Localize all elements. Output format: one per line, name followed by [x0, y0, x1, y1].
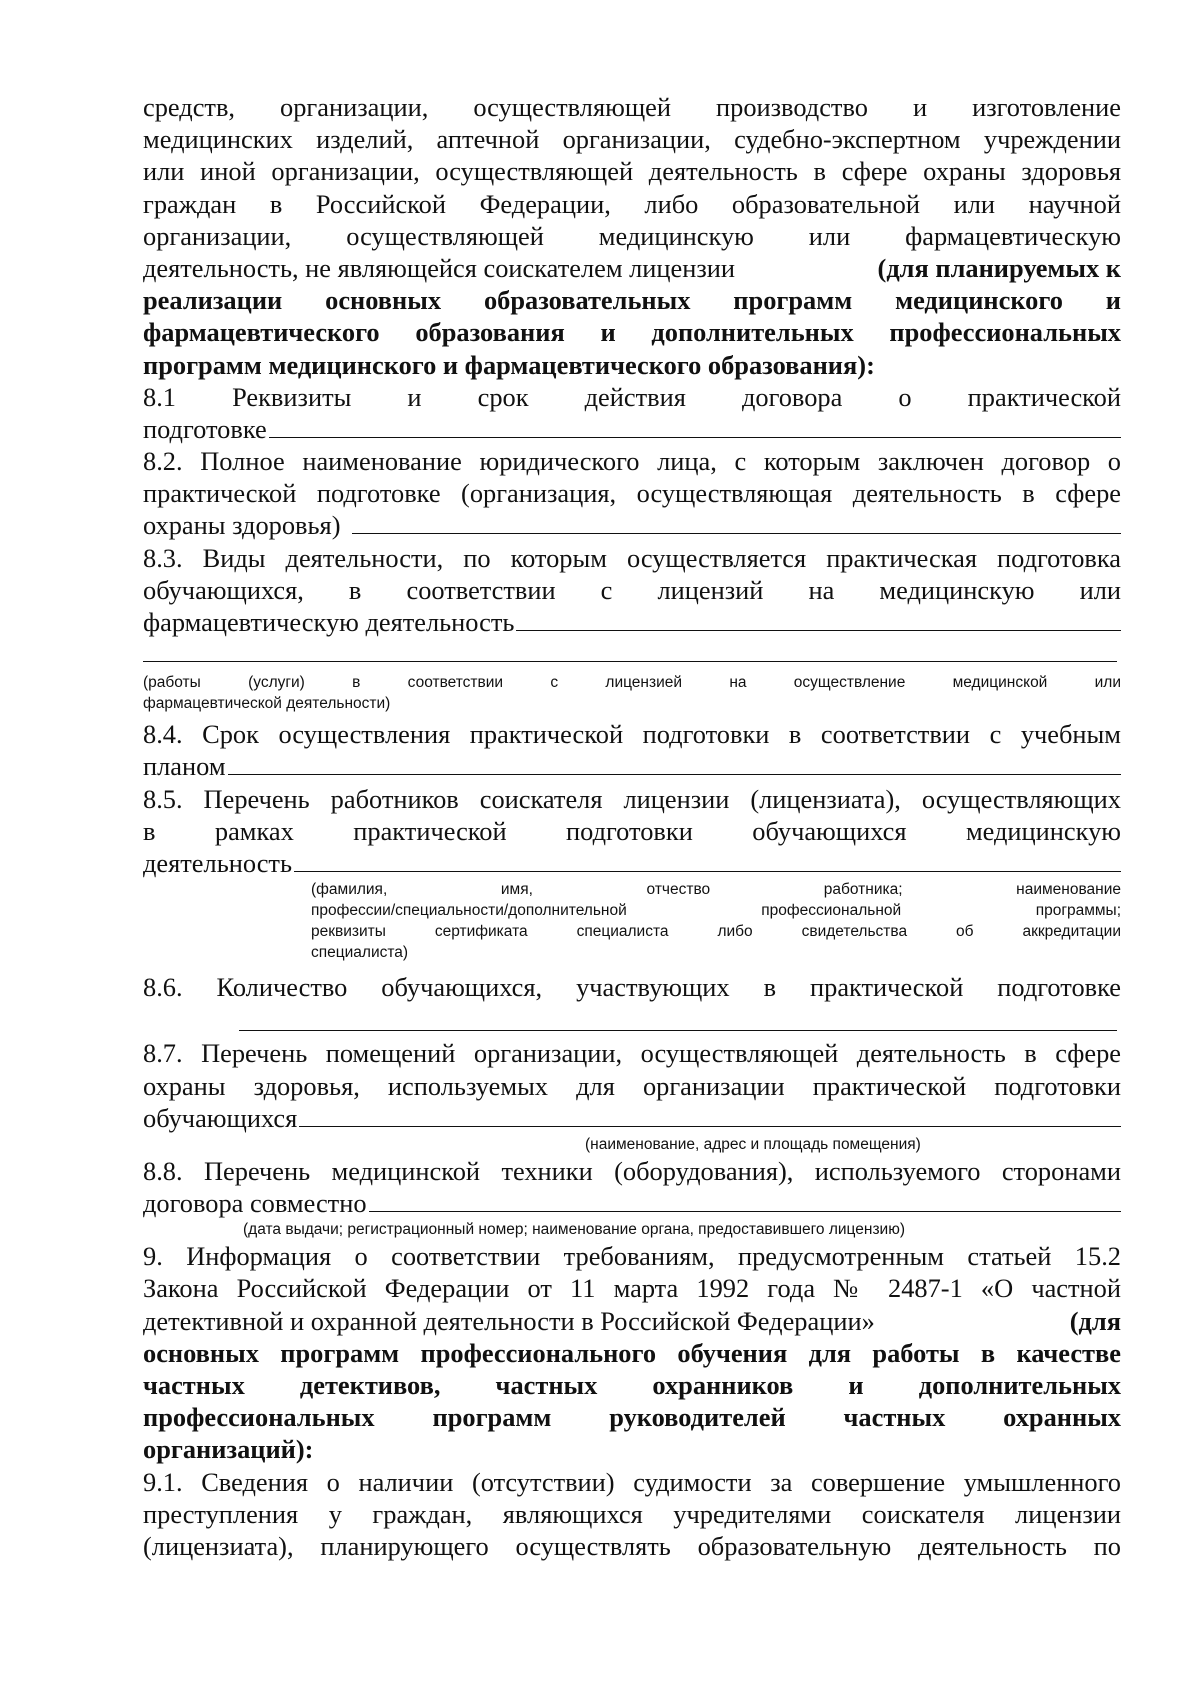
section-8-2-heading: 8.2. Полное наименование юридического лица, с которым заключен договор о — [143, 446, 1121, 477]
text-line: граждан в Российской Федерации, либо образовательной или научной — [143, 188, 1121, 219]
fill-in-line — [299, 1104, 1121, 1127]
text-line: средств, организации, осуществляющей производство и изготовление — [143, 92, 1121, 122]
section-8-7-heading: 8.7. Перечень помещений организации, осуществляющей деятельность в сфере — [143, 1038, 1121, 1069]
fill-in-line — [269, 415, 1121, 438]
bold-line: основных программ профессионального обучения для работы в качестве — [143, 1337, 1121, 1368]
field-label: деятельность — [143, 847, 292, 878]
fill-in-line — [239, 1030, 1117, 1031]
text-normal: деятельность, не являющейся соискателем лицензии — [143, 252, 736, 283]
field-note: (работы (услуги) в соответствии с лицензией на осуществление медицинской или — [143, 674, 1121, 692]
text-line-mixed — [143, 1305, 1121, 1337]
field-label: фармацевтическую деятельность — [143, 607, 515, 637]
field-label: обучающихся — [143, 1102, 298, 1133]
text-line: (лицензиата), планирующего осуществлять образовательную деятельность по — [143, 1530, 1121, 1561]
field-note: (наименование, адрес и площадь помещения) — [585, 1135, 921, 1153]
field-note: специалиста) — [311, 944, 409, 962]
text-bold: (для — [1069, 1305, 1121, 1336]
field-label: планом — [143, 751, 226, 782]
section-8-2-field — [143, 509, 1121, 541]
section-8-4-heading: 8.4. Срок осуществления практической подготовки в соответствии с учебным — [143, 719, 1121, 750]
field-note-block — [311, 879, 1121, 963]
section-9-heading: 9. Информация о соответствии требованиям, предусмотренным статьей 15.2 — [143, 1241, 1121, 1272]
section-8-1-heading: 8.1 Реквизиты и срок действия договора о практической — [143, 381, 1121, 412]
field-note: фармацевтической деятельности) — [143, 695, 391, 713]
field-note: реквизиты сертификата специалиста либо свидетельства об аккредитации — [311, 923, 1121, 941]
document-body — [143, 91, 1121, 1562]
text-line: в рамках практической подготовки обучающихся медицинскую — [143, 815, 1121, 846]
text-line: или иной организации, осуществляющей деятельность в сфере охраны здоровья — [143, 156, 1121, 187]
text-line: медицинских изделий, аптечной организации, судебно-экспертном учреждении — [143, 124, 1121, 155]
bold-line: фармацевтического образования и дополнительных профессиональных — [143, 317, 1121, 348]
text-line: организации, осуществляющей медицинскую или фармацевтическую — [143, 220, 1121, 251]
field-note: (фамилия, имя, отчество работника; наименование — [311, 881, 1121, 899]
section-8-6-heading: 8.6. Количество обучающихся, участвующих в практической подготовке — [143, 972, 1121, 1003]
text-bold: (для планируемых к — [877, 252, 1121, 283]
section-8-4-field — [143, 750, 1121, 782]
text-line: охраны здоровья, используемых для организации практической подготовки — [143, 1070, 1121, 1101]
text-line: преступления у граждан, являющихся учредителями соискателя лицензии — [143, 1498, 1121, 1529]
fill-in-line — [143, 661, 1117, 662]
section-8-3-heading: 8.3. Виды деятельности, по которым осуществляется практическая подготовка — [143, 542, 1121, 573]
section-9-1-heading: 9.1. Сведения о наличии (отсутствии) судимости за совершение умышленного — [143, 1466, 1121, 1497]
text-line: практической подготовке (организация, осуществляющая деятельность в сфере — [143, 478, 1121, 509]
fill-in-line — [228, 752, 1121, 775]
text-line: Закона Российской Федерации от 11 марта 1992 года № 2487-1 «О частной — [143, 1273, 1121, 1304]
section-8-3-field — [143, 606, 1121, 638]
text-line: обучающихся, в соответствии с лицензий на медицинскую или — [143, 574, 1121, 605]
section-8-5-field — [143, 847, 1121, 879]
field-note: профессии/специальности/дополнительной профессиональной программы; — [311, 902, 1121, 920]
field-label: охраны здоровья) — [143, 510, 341, 541]
fill-in-line — [516, 608, 1121, 631]
section-8-1-field — [143, 413, 1121, 445]
blank-line — [143, 638, 1121, 668]
bold-line: организаций): — [143, 1434, 314, 1465]
field-note: (дата выдачи; регистрационный номер; наименование органа, предоставившего лицензию) — [243, 1221, 905, 1239]
bold-line: профессиональных программ руководителей частных охранных — [143, 1402, 1121, 1433]
bold-line: частных детективов, частных охранников и дополнительных — [143, 1370, 1121, 1400]
field-label: договора совместно — [143, 1188, 367, 1219]
fill-in-line — [369, 1189, 1121, 1212]
field-label: подготовке — [143, 413, 267, 444]
fill-in-line — [294, 849, 1121, 872]
bold-line: программ медицинского и фармацевтического образования): — [143, 349, 875, 380]
bold-line: реализации основных образовательных программ медицинского и — [143, 285, 1121, 316]
blank-line — [143, 1003, 1121, 1037]
text-line-mixed — [143, 252, 1121, 284]
section-8-8-heading: 8.8. Перечень медицинской техники (оборудования), используемого сторонами — [143, 1155, 1121, 1186]
section-8-5-heading: 8.5. Перечень работников соискателя лицензии (лицензиата), осуществляющих — [143, 783, 1121, 814]
fill-in-line — [352, 511, 1121, 534]
text-normal: детективной и охранной деятельности в Российской Федерации» — [143, 1305, 875, 1336]
section-8-8-field — [143, 1187, 1121, 1219]
section-8-7-field — [143, 1102, 1121, 1134]
